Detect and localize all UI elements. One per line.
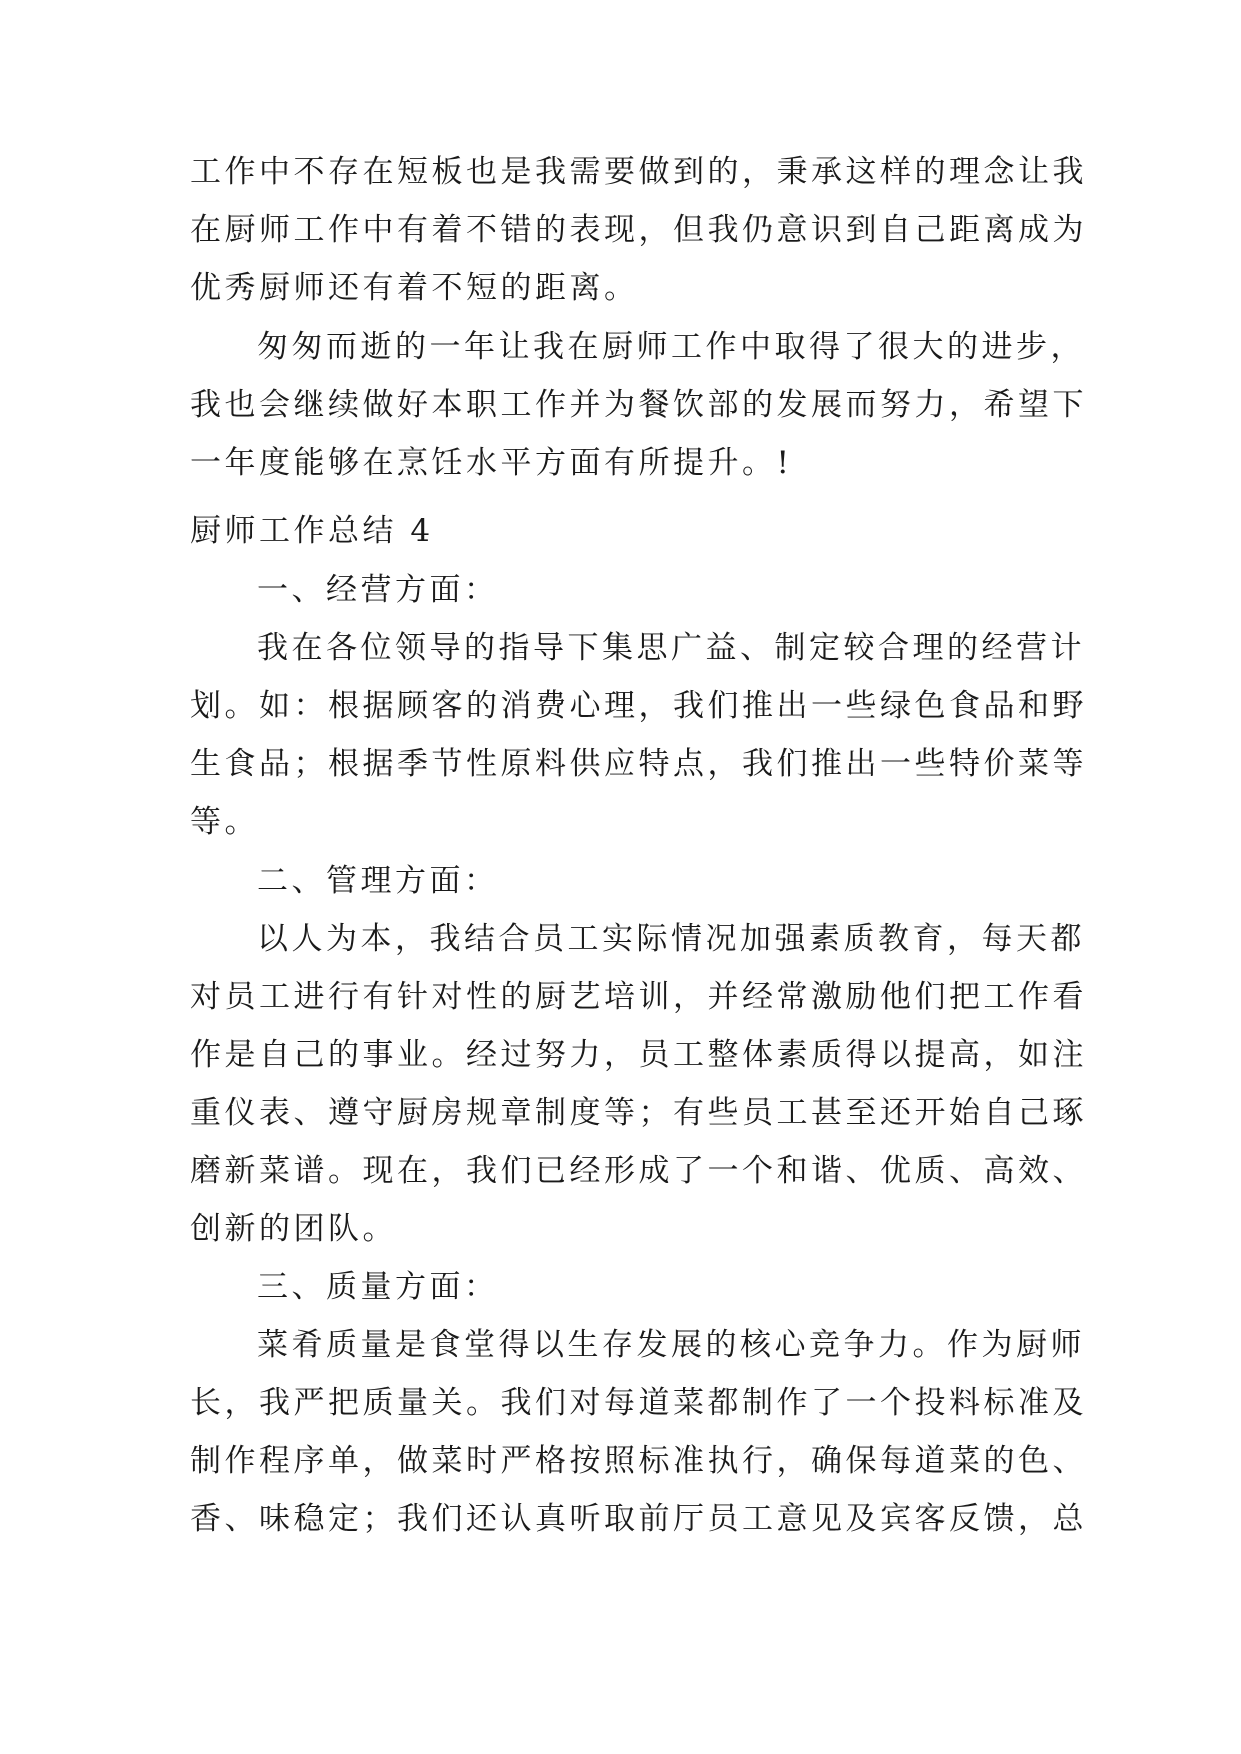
- text-line: 我也会继续做好本职工作并为餐饮部的发展而努力，希望下: [190, 387, 1087, 423]
- subheading-management: 二、管理方面：: [257, 863, 499, 899]
- text-line: 划。如：根据顾客的消费心理，我们推出一些绿色食品和野: [190, 688, 1087, 724]
- text-line: 生食品；根据季节性原料供应特点，我们推出一些特价菜等: [190, 746, 1087, 782]
- text-line: 对员工进行有针对性的厨艺培训，并经常激励他们把工作看: [190, 979, 1087, 1015]
- text-line: 香、味稳定；我们还认真听取前厅员工意见及宾客反馈，总: [190, 1501, 1087, 1537]
- text-line: 一年度能够在烹饪水平方面有所提升。!: [190, 445, 793, 481]
- text-line: 创新的团队。: [190, 1211, 397, 1247]
- text-line: 优秀厨师还有着不短的距离。: [190, 270, 639, 306]
- text-line: 磨新菜谱。现在，我们已经形成了一个和谐、优质、高效、: [190, 1153, 1087, 1189]
- subheading-operations: 一、经营方面：: [257, 572, 499, 608]
- text-line: 作是自己的事业。经过努力，员工整体素质得以提高，如注: [190, 1037, 1087, 1073]
- paragraph-first-line: 匆匆而逝的一年让我在厨师工作中取得了很大的进步，: [257, 329, 1085, 365]
- subheading-quality: 三、质量方面：: [257, 1269, 499, 1305]
- paragraph-first-line: 以人为本，我结合员工实际情况加强素质教育，每天都: [257, 921, 1085, 957]
- section-title: 厨师工作总结 4: [190, 513, 434, 549]
- text-line: 工作中不存在短板也是我需要做到的，秉承这样的理念让我: [190, 154, 1087, 190]
- text-line: 重仪表、遵守厨房规章制度等；有些员工甚至还开始自己琢: [190, 1095, 1087, 1131]
- paragraph-first-line: 我在各位领导的指导下集思广益、制定较合理的经营计: [257, 630, 1085, 666]
- text-line: 长，我严把质量关。我们对每道菜都制作了一个投料标准及: [190, 1385, 1087, 1421]
- paragraph-first-line: 菜肴质量是食堂得以生存发展的核心竞争力。作为厨师: [257, 1327, 1085, 1363]
- text-line: 制作程序单，做菜时严格按照标准执行，确保每道菜的色、: [190, 1443, 1087, 1479]
- text-line: 在厨师工作中有着不错的表现，但我仍意识到自己距离成为: [190, 212, 1087, 248]
- text-line: 等。: [190, 804, 259, 840]
